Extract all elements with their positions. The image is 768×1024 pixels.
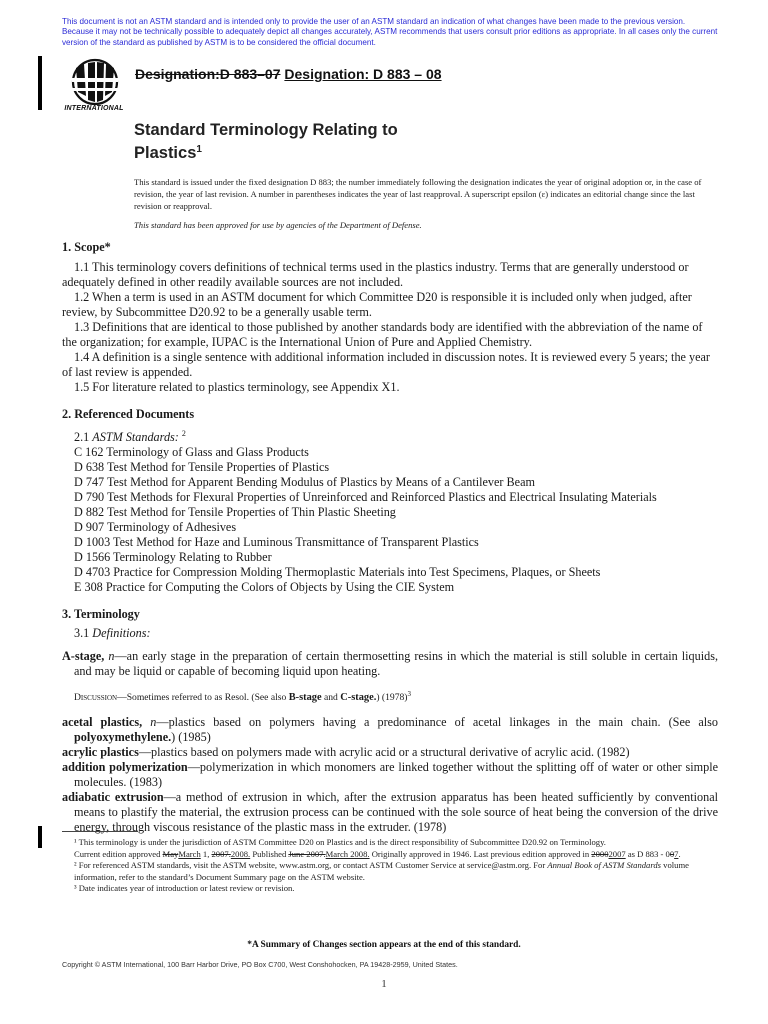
designation-new: Designation: D 883 – 08 — [284, 66, 442, 82]
issuance-note — [134, 176, 718, 231]
section-heading-terminology: 3. Terminology — [62, 607, 140, 622]
scope-paragraph: 1.5 For literature related to plastics terminology, see Appendix X1. — [74, 380, 400, 394]
change-bar-footnote — [38, 826, 42, 848]
copyright-line: Copyright © ASTM International, 100 Barr Harbor Drive, PO Box C700, West Conshohocken, PA 19428-2959, United States. — [62, 960, 458, 969]
referenced-subheading: 2.1 ASTM Standards: $^2$ — [74, 429, 186, 445]
reference-item: D 790 Test Methods for Flexural Properties of Unreinforced and Reinforced Plastics and Electrical Insulating Materials — [74, 490, 657, 505]
definition-acetal-plastics: acetal plastics, n—plastics based on polymers having a predominance of acetal linkages in the main chain. (See also polyoxymethylene.) (1985) — [62, 715, 718, 745]
issuance-text: This standard is issued under the fixed designation D 883; the number immediately following the designation indicates the year of original adoption or, in the case of revision, the year of last revision. A number in parentheses indicates the year of last reapproval. A superscript epsilon (ε) indicates an editorial change since the last revision or reapproval. — [134, 177, 702, 211]
section-heading-scope: 1. Scope* — [62, 240, 111, 254]
reference-item: C 162 Terminology of Glass and Glass Products — [74, 445, 309, 460]
document-body — [62, 240, 718, 835]
scope-paragraph: 1.2 When a term is used in an ASTM document for which Committee D20 is responsible it is included only when judged, after review, by Subcommittee D20.92 to be a generally usable term. — [62, 290, 692, 319]
revision-notice: This document is not an ASTM standard and is intended only to provide the user of an ASTM standard an indication of what changes have been made to the previous version. Because it may not be technically possible to adequately depict all changes accurately, ASTM recommends that users consult prior editions as appropriate. In all cases only the current version of the standard as published by ASTM is to be considered the official document. — [62, 17, 718, 47]
reference-item: D 4703 Practice for Compression Molding Thermoplastic Materials into Test Specimens, Plaques, or Sheets — [74, 565, 601, 580]
reference-item: D 907 Terminology of Adhesives — [74, 520, 237, 535]
definition-addition-polymerization: addition polymerization—polymerization in which monomers are linked together without the splitting off of water or other simple molecules. (1983) — [62, 760, 718, 790]
footnote-3: ³ Date indicates year of introduction or latest review or revision. — [74, 883, 295, 894]
summary-of-changes-note: *A Summary of Changes section appears at the end of this standard. — [247, 940, 521, 950]
definitions-subheading: 3.1 Definitions: — [74, 626, 151, 641]
title-line-1: Standard Terminology Relating to — [134, 121, 398, 139]
reference-item: E 308 Practice for Computing the Colors of Objects by Using the CIE System — [74, 580, 455, 595]
scope-paragraph: 1.4 A definition is a single sentence with additional information included in discussion notes. It is reviewed every 5 years; the year of last review is appended. — [62, 350, 710, 379]
scope-paragraph: 1.3 Definitions that are identical to those published by another standards body are identified with the abbreviation of the name of the organization; for example, IUPAC is the International Union of Pure and Applied Chemistry. — [62, 320, 703, 349]
reference-item: D 747 Test Method for Apparent Bending Modulus of Plastics by Means of a Cantilever Beam — [74, 475, 535, 490]
definition-adiabatic-extrusion: adiabatic extrusion—a method of extrusion in which, after the extrusion apparatus has been heated sufficiently by conventional means to plastify the material, the extrusion process can be continued with the sole source of heat being the conversion of the drive energy, through viscous resistance of the plastic mass in the extruder. (1978) — [62, 790, 718, 835]
footnote-1-edition: Current edition approved MayMarch 1, 2007.2008. Published June 2007.March 2008. Originally approved in 1946. Last previous edition approved in 20002007 as D 883 - 007. — [74, 848, 681, 859]
reference-item: D 1003 Test Method for Haze and Luminous Transmittance of Transparent Plastics — [74, 535, 479, 550]
reference-item: D 882 Test Method for Tensile Properties of Thin Plastic Sheeting — [74, 505, 396, 520]
scope-paragraph: 1.1 This terminology covers definitions of technical terms used in the plastics industry. Terms that are generally understood or adequately defined in other readily available sources are not included. — [62, 260, 689, 289]
reference-item: D 1566 Terminology Relating to Rubber — [74, 550, 272, 565]
footnote-divider — [62, 831, 138, 832]
definition-acrylic-plastics: acrylic plastics—plastics based on polymers made with acrylic acid or a structural derivative of acrylic acid. (1982) — [62, 745, 630, 760]
designation — [135, 66, 442, 82]
reference-item: D 638 Test Method for Tensile Properties of Plastics — [74, 460, 330, 475]
title-footnote-ref: 1 — [196, 144, 202, 155]
definition-a-stage: A-stage, n—an early stage in the preparation of certain thermosetting resins in which the material is still soluble in certain liquids, and may be liquid or capable of becoming liquid upon heating. — [62, 649, 719, 679]
logo-label: INTERNATIONAL — [64, 105, 124, 112]
designation-old: Designation:D 883–07 — [135, 66, 281, 82]
footnote-1: ¹ This terminology is under the jurisdiction of ASTM Committee D20 on Plastics and is the direct responsibility of Subcommittee D20.92 on Terminology. — [74, 837, 606, 847]
footnote-2: ² For referenced ASTM standards, visit the ASTM website, www.astm.org, or contact ASTM Customer Service at service@astm.org. For Annual Book of ASTM Standards volume information, refer to the standard’s Document Summary page on the ASTM website. — [74, 860, 689, 882]
standard-title — [134, 120, 398, 163]
title-line-2: Plastics$^1$ — [134, 144, 202, 162]
dod-note: This standard has been approved for use by agencies of the Department of Defense. — [134, 220, 422, 230]
discussion-note: Discussion—Sometimes referred to as Resol. (See also B-stage and C-stage.) $(1978)^3$ — [74, 690, 411, 704]
footnotes — [62, 837, 718, 895]
section-heading-referenced: 2. Referenced Documents — [62, 407, 195, 421]
page-number: 1 — [381, 978, 387, 990]
change-bar-top — [38, 56, 42, 110]
